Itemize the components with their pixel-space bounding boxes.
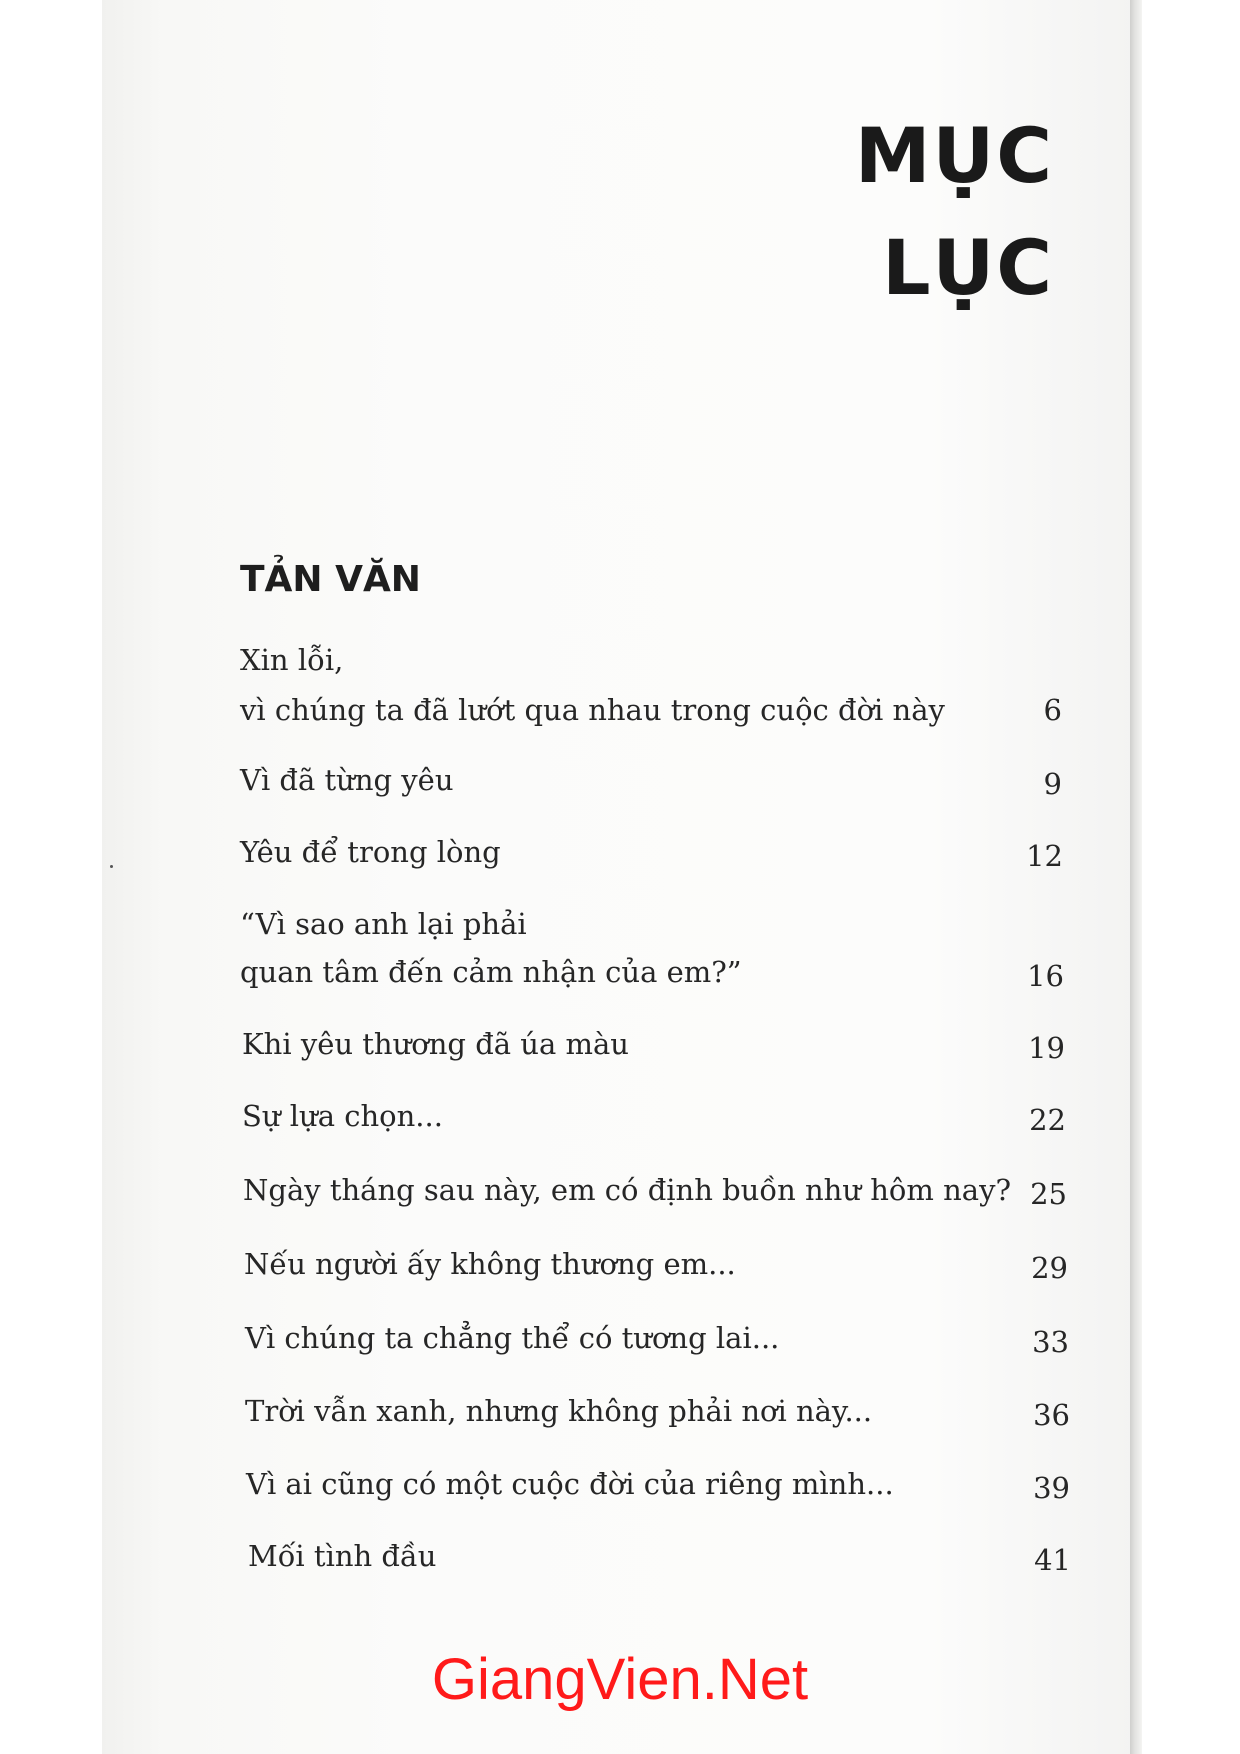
toc-entry-1-line-2: vì chúng ta đã lướt qua nhau trong cuộc đời này <box>240 693 945 727</box>
toc-entry-6: Sự lựa chọn... <box>242 1099 443 1133</box>
toc-entry-10: Trời vẫn xanh, nhưng không phải nơi này... <box>245 1394 873 1428</box>
toc-entry-4-line-2: quan tâm đến cảm nhận của em?” <box>240 955 742 989</box>
toc-entry-7: Ngày tháng sau này, em có định buồn như hôm nay? <box>243 1173 1012 1207</box>
toc-entry-12: Mối tình đầu <box>248 1539 437 1573</box>
toc-entry-3: Yêu để trong lòng <box>240 835 501 869</box>
toc-entry-6-page: 22 <box>1029 1103 1066 1137</box>
page-title-line-1: MỤC <box>854 111 1054 200</box>
toc-entry-1-page: 6 <box>1043 693 1062 727</box>
section-heading: TẢN VĂN <box>240 559 421 600</box>
toc-entry-5-page: 19 <box>1028 1031 1065 1065</box>
page-title-line-2: LỤC <box>882 223 1054 312</box>
toc-entry-7-page: 25 <box>1030 1177 1067 1211</box>
toc-entry-9-page: 33 <box>1032 1325 1069 1359</box>
toc-entry-12-page: 41 <box>1034 1543 1071 1577</box>
watermark: GiangVien.Net <box>431 1647 809 1712</box>
scan-speck <box>110 865 113 868</box>
toc-entry-11-page: 39 <box>1033 1471 1070 1505</box>
toc-entry-8: Nếu người ấy không thương em... <box>244 1247 736 1281</box>
toc-entry-3-page: 12 <box>1026 839 1063 873</box>
toc-entry-2: Vì đã từng yêu <box>240 763 454 797</box>
toc-entry-10-page: 36 <box>1033 1398 1070 1432</box>
toc-entry-8-page: 29 <box>1031 1251 1068 1285</box>
toc-entry-1-line-1: Xin lỗi, <box>240 643 344 677</box>
toc-entry-5: Khi yêu thương đã úa màu <box>242 1027 629 1061</box>
toc-entry-4-page: 16 <box>1027 959 1064 993</box>
page-edge-shadow <box>1130 0 1142 1754</box>
toc-entry-2-page: 9 <box>1043 767 1062 801</box>
toc-entry-11: Vì ai cũng có một cuộc đời của riêng mình... <box>246 1467 894 1501</box>
toc-entry-4-line-1: “Vì sao anh lại phải <box>240 907 527 941</box>
toc-entry-9: Vì chúng ta chẳng thể có tương lai... <box>245 1321 780 1355</box>
